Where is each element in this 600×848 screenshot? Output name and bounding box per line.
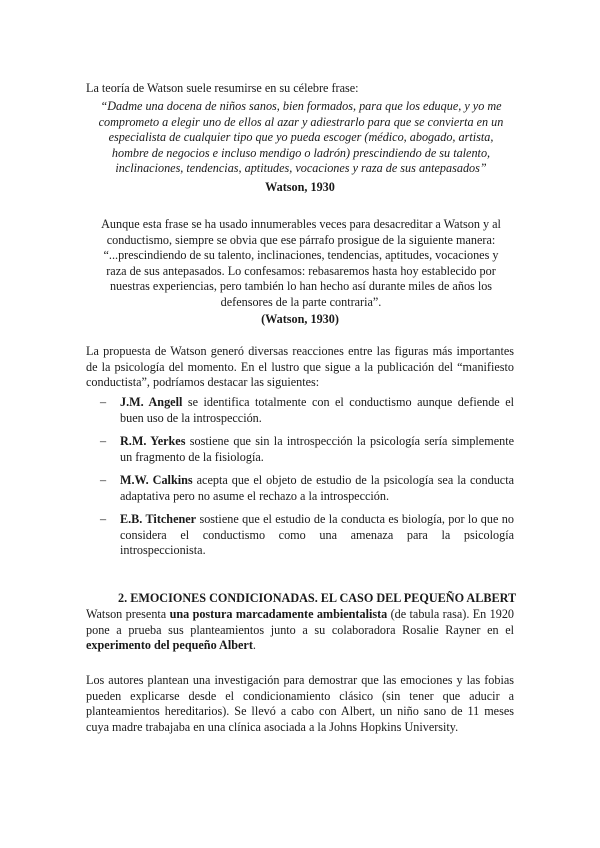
quote-attribution: Watson, 1930 [265, 180, 335, 194]
author-view: sostiene que sin la introspección la psicología sería simplemente un fragmento de la fisiología. [120, 434, 514, 464]
list-item [86, 473, 514, 504]
text-run: (de tabula rasa). En 1920 pone a prueba sus planteamientos junto a su colaboradora Rosalie Rayner en el [86, 607, 515, 637]
bold-phrase: una postura marcadamente ambientalista [169, 607, 388, 621]
text-run: Watson presenta [86, 607, 170, 621]
reactions-list [86, 395, 514, 567]
author-name: M.W. Calkins [120, 473, 193, 487]
list-item [86, 434, 514, 465]
section-heading: 2. EMOCIONES CONDICIONADAS. EL CASO DEL PEQUEÑO ALBERT [118, 591, 517, 605]
author-view: sostiene que el estudio de la conducta es biología, por lo que no considera el conductismo como una amenaza para la psicología introspeccionista. [120, 512, 514, 557]
author-name: J.M. Angell [120, 395, 183, 409]
reactions-paragraph: La propuesta de Watson generó diversas reacciones entre las figuras más importantes de la psicología del momento. En el lustro que sigue a la publicación del “manifiesto conductista”, podríamos destacar las siguientes: [86, 344, 514, 389]
text-run: . [252, 638, 256, 652]
environmentalism-paragraph [86, 607, 514, 654]
bullet-dash: – [100, 395, 107, 409]
intro-sentence: La teoría de Watson suele resumirse en su célebre frase: [86, 81, 359, 95]
continuation-paragraph: Aunque esta frase se ha usado innumerables veces para desacreditar a Watson y al conductismo, siempre se obvia que ese párrafo prosigue de la siguiente manera: “...prescindiendo de su talento, inclinaciones, tendencias, aptitudes, vocaciones y raza de sus antepasados. Lo confesamos: rebasaremos hasta hoy establecido por nuestras experiencias, pero también lo han hecho así durante miles de años los defensores de la parte contraria”. [101, 217, 501, 309]
author-view: se identifica totalmente con el conductismo aunque defiende el buen uso de la introspección. [120, 395, 515, 425]
experiment-paragraph: Los autores plantean una investigación para demostrar que las emociones y las fobias pueden explicarse desde el condicionamiento clásico (sin tener que aducir a planteamientos hereditarios). Se llevó a cabo con Albert, un niño sano de 11 meses cuya madre trabajaba en una clínica asociada a la Johns Hopkins University. [86, 673, 514, 734]
author-name: R.M. Yerkes [120, 434, 186, 448]
list-item [86, 395, 514, 426]
list-item [86, 512, 514, 559]
author-name: E.B. Titchener [120, 512, 197, 526]
bold-phrase: experimento del pequeño Albert [86, 638, 253, 652]
continuation-attribution: (Watson, 1930) [261, 312, 339, 326]
author-view: acepta que el objeto de estudio de la psicología sea la conducta adaptativa pero no asume el rechazo a la introspección. [120, 473, 515, 503]
bullet-dash: – [100, 512, 107, 526]
bullet-dash: – [100, 434, 107, 448]
watson-quote: “Dadme una docena de niños sanos, bien formados, para que los eduque, y yo me comprometo a elegir uno de ellos al azar y adiestrarlo para que se convierta en un especialista de cualquier tipo que yo pueda escoger (médico, abogado, artista, hombre de negocios e incluso mendigo o ladrón) prescindiendo de su talento, inclinaciones, tendencias, aptitudes, vocaciones y raza de sus antepasados” [98, 99, 504, 175]
bullet-dash: – [100, 473, 107, 487]
